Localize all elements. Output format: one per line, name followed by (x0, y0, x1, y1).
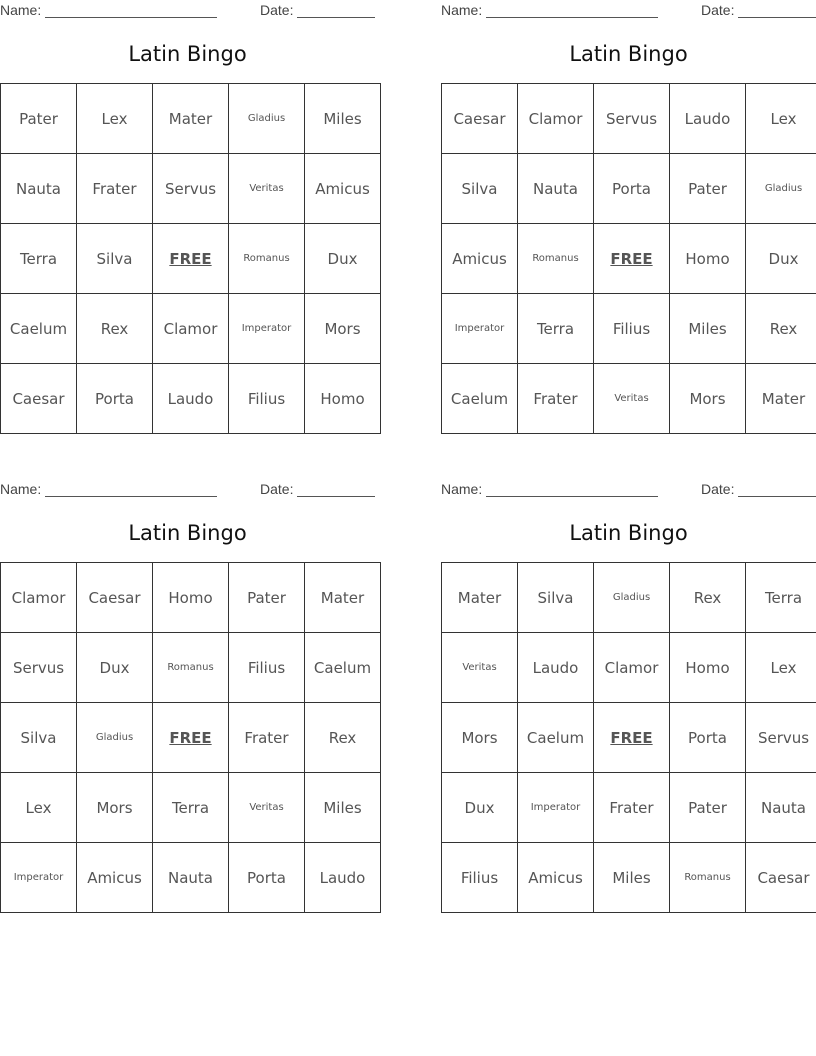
bingo-card (441, 479, 816, 887)
bingo-card (0, 0, 375, 408)
bingo-cell: Dux (442, 773, 518, 843)
bingo-cell: Clamor (594, 633, 670, 703)
bingo-cell: Mors (670, 364, 746, 434)
grid-row (442, 843, 816, 913)
card-title: Latin Bingo (569, 521, 688, 545)
bingo-cell: Laudo (153, 364, 229, 434)
bingo-cell: Porta (594, 154, 670, 224)
bingo-cell: Rex (670, 563, 746, 633)
bingo-cell: Filius (229, 633, 305, 703)
bingo-cell: Frater (518, 364, 594, 434)
card-title: Latin Bingo (128, 521, 247, 545)
bingo-cell: Homo (153, 563, 229, 633)
bingo-cell: Lex (77, 84, 153, 154)
card-title: Latin Bingo (569, 42, 688, 66)
grid-row (442, 224, 816, 294)
card-header (441, 0, 816, 20)
bingo-cell: Rex (305, 703, 381, 773)
bingo-cell: Silva (442, 154, 518, 224)
bingo-cell: Veritas (594, 364, 670, 434)
bingo-cell: Gladius (594, 563, 670, 633)
name-label: Name: (0, 481, 42, 497)
bingo-cell: Laudo (518, 633, 594, 703)
date-blank (297, 496, 375, 497)
name-blank (45, 496, 217, 497)
grid-row (442, 773, 816, 843)
bingo-cell: Laudo (670, 84, 746, 154)
bingo-cell: Nauta (746, 773, 816, 843)
grid-row (442, 563, 816, 633)
bingo-cell: Porta (229, 843, 305, 913)
name-blank (45, 17, 217, 18)
bingo-cell: Miles (594, 843, 670, 913)
bingo-cell: Amicus (442, 224, 518, 294)
bingo-cell: Servus (1, 633, 77, 703)
bingo-cell: Gladius (746, 154, 816, 224)
bingo-cell: Dux (305, 224, 381, 294)
bingo-cell: Frater (594, 773, 670, 843)
bingo-cell: Clamor (518, 84, 594, 154)
bingo-cell: Mater (153, 84, 229, 154)
bingo-grid (0, 562, 381, 913)
card-title: Latin Bingo (128, 42, 247, 66)
bingo-cell: Pater (1, 84, 77, 154)
bingo-cell: Filius (594, 294, 670, 364)
grid-row (442, 364, 816, 434)
bingo-cell: Caelum (518, 703, 594, 773)
grid-row (1, 843, 381, 913)
bingo-cell: Clamor (1, 563, 77, 633)
grid-row (1, 84, 381, 154)
bingo-cell: Caelum (305, 633, 381, 703)
bingo-cell: Miles (305, 84, 381, 154)
bingo-cell: Caelum (442, 364, 518, 434)
date-label: Date: (260, 2, 294, 18)
bingo-cell: Romanus (153, 633, 229, 703)
name-label: Name: (0, 2, 42, 18)
bingo-cell: Filius (229, 364, 305, 434)
bingo-cell: Porta (670, 703, 746, 773)
bingo-cell: Frater (229, 703, 305, 773)
bingo-cell: Imperator (229, 294, 305, 364)
name-label: Name: (441, 481, 483, 497)
date-label: Date: (701, 2, 735, 18)
card-header (0, 0, 375, 20)
grid-row (1, 224, 381, 294)
bingo-cell: Mors (77, 773, 153, 843)
bingo-cell: Pater (670, 154, 746, 224)
free-cell: FREE (153, 703, 229, 773)
grid-row (1, 633, 381, 703)
bingo-grid (441, 83, 816, 434)
bingo-cell: Laudo (305, 843, 381, 913)
bingo-cell: Caesar (442, 84, 518, 154)
card-header (441, 479, 816, 499)
bingo-cell: Caesar (746, 843, 816, 913)
bingo-cell: Mors (442, 703, 518, 773)
name-label: Name: (441, 2, 483, 18)
bingo-cell: Veritas (442, 633, 518, 703)
grid-row (442, 294, 816, 364)
grid-row (1, 364, 381, 434)
free-cell: FREE (594, 703, 670, 773)
date-blank (297, 17, 375, 18)
grid-row (1, 294, 381, 364)
bingo-cell: Miles (305, 773, 381, 843)
bingo-grid (441, 562, 816, 913)
bingo-cell: Gladius (77, 703, 153, 773)
bingo-cell: Nauta (153, 843, 229, 913)
bingo-cell: Amicus (518, 843, 594, 913)
bingo-cell: Imperator (442, 294, 518, 364)
bingo-cell: Imperator (518, 773, 594, 843)
bingo-cell: Romanus (518, 224, 594, 294)
bingo-cell: Veritas (229, 154, 305, 224)
date-blank (738, 17, 816, 18)
bingo-cell: Dux (77, 633, 153, 703)
bingo-cell: Veritas (229, 773, 305, 843)
bingo-cell: Terra (1, 224, 77, 294)
bingo-cell: Romanus (670, 843, 746, 913)
bingo-cell: Nauta (1, 154, 77, 224)
bingo-cell: Frater (77, 154, 153, 224)
grid-row (442, 84, 816, 154)
grid-row (1, 703, 381, 773)
bingo-cell: Terra (518, 294, 594, 364)
bingo-cell: Imperator (1, 843, 77, 913)
name-blank (486, 17, 658, 18)
bingo-cell: Caelum (1, 294, 77, 364)
date-label: Date: (701, 481, 735, 497)
bingo-cell: Dux (746, 224, 816, 294)
bingo-cell: Servus (153, 154, 229, 224)
bingo-cell: Homo (305, 364, 381, 434)
date-label: Date: (260, 481, 294, 497)
bingo-card (441, 0, 816, 408)
name-blank (486, 496, 658, 497)
bingo-cell: Servus (746, 703, 816, 773)
date-blank (738, 496, 816, 497)
bingo-cell: Terra (153, 773, 229, 843)
bingo-cell: Clamor (153, 294, 229, 364)
bingo-cell: Lex (746, 84, 816, 154)
bingo-cell: Nauta (518, 154, 594, 224)
bingo-cell: Mater (442, 563, 518, 633)
bingo-cell: Terra (746, 563, 816, 633)
bingo-cell: Miles (670, 294, 746, 364)
grid-row (1, 773, 381, 843)
bingo-cell: Rex (746, 294, 816, 364)
bingo-card (0, 479, 375, 887)
bingo-cell: Caesar (77, 563, 153, 633)
bingo-cell: Silva (1, 703, 77, 773)
bingo-cell: Filius (442, 843, 518, 913)
bingo-cell: Silva (77, 224, 153, 294)
bingo-cell: Lex (1, 773, 77, 843)
grid-row (442, 703, 816, 773)
bingo-cell: Amicus (305, 154, 381, 224)
bingo-cell: Servus (594, 84, 670, 154)
bingo-cell: Porta (77, 364, 153, 434)
bingo-cell: Homo (670, 224, 746, 294)
grid-row (442, 633, 816, 703)
bingo-cell: Rex (77, 294, 153, 364)
bingo-cell: Pater (670, 773, 746, 843)
bingo-cell: Gladius (229, 84, 305, 154)
grid-row (1, 563, 381, 633)
grid-row (1, 154, 381, 224)
bingo-cell: Mater (746, 364, 816, 434)
free-cell: FREE (594, 224, 670, 294)
bingo-cell: Pater (229, 563, 305, 633)
bingo-cell: Silva (518, 563, 594, 633)
grid-row (442, 154, 816, 224)
bingo-cell: Amicus (77, 843, 153, 913)
bingo-cell: Mater (305, 563, 381, 633)
card-header (0, 479, 375, 499)
free-cell: FREE (153, 224, 229, 294)
bingo-cell: Caesar (1, 364, 77, 434)
bingo-cell: Mors (305, 294, 381, 364)
bingo-cell: Homo (670, 633, 746, 703)
bingo-cell: Lex (746, 633, 816, 703)
bingo-grid (0, 83, 381, 434)
bingo-cell: Romanus (229, 224, 305, 294)
